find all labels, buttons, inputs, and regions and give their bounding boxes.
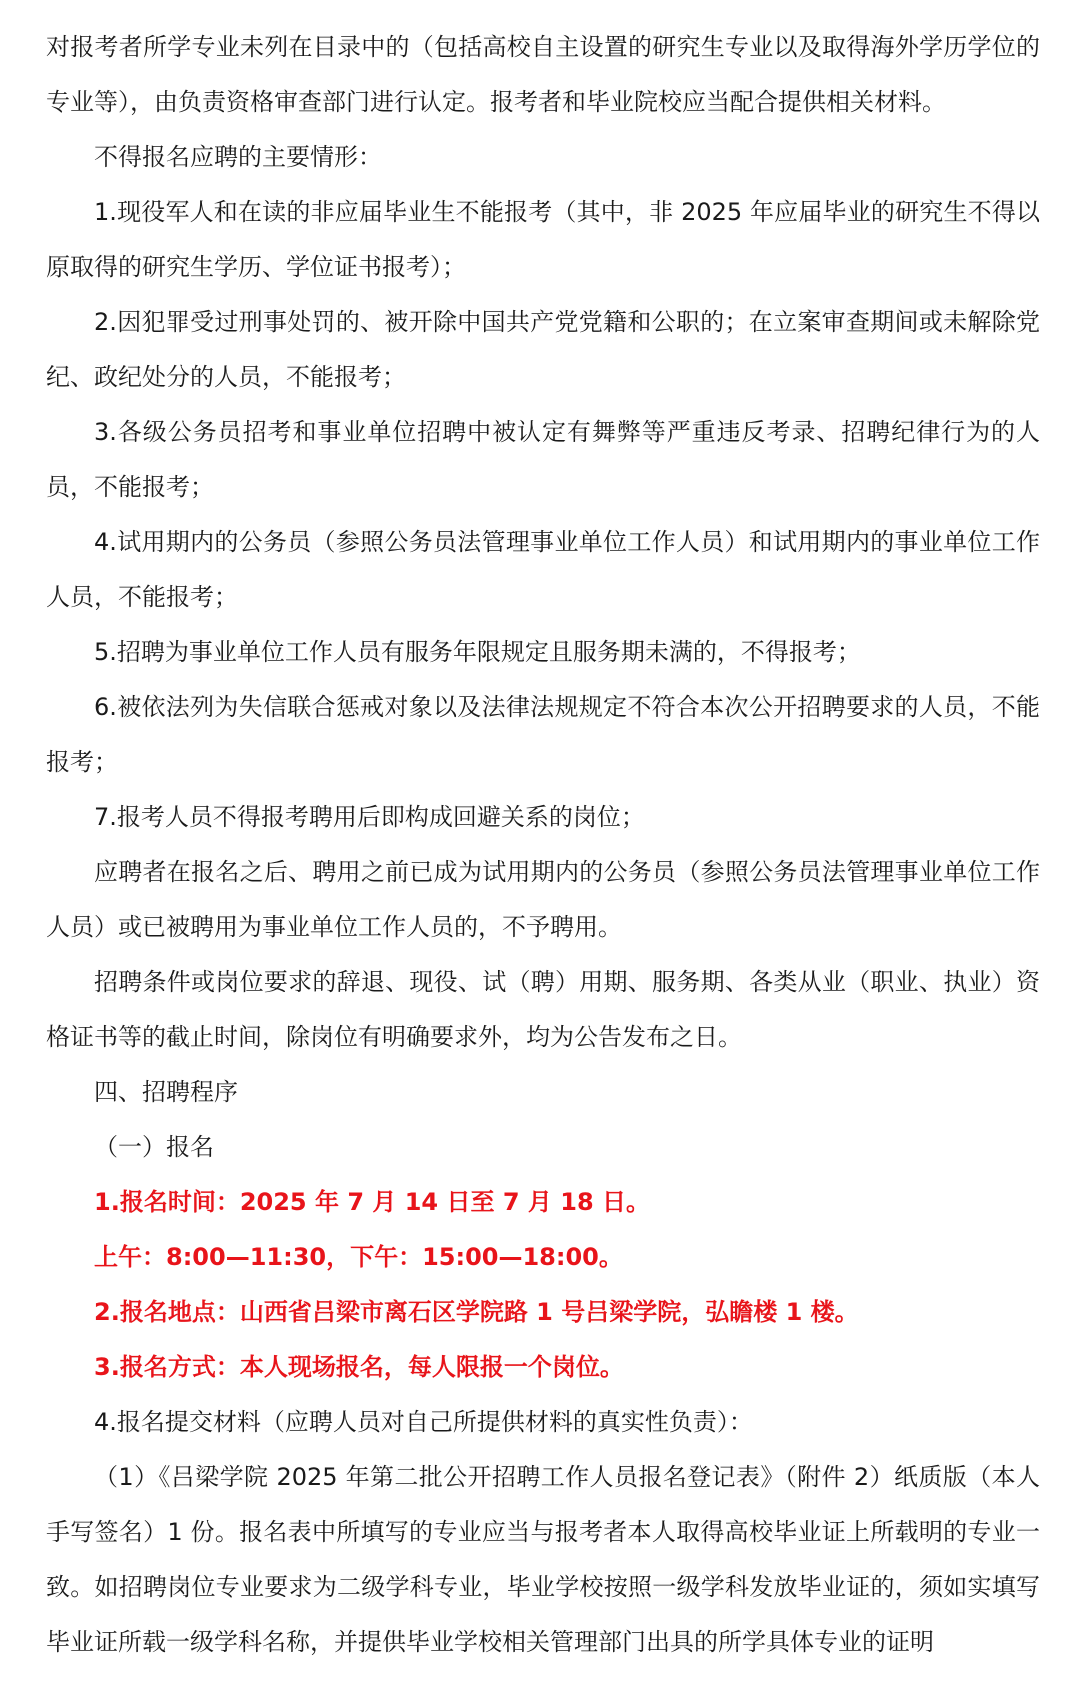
paragraph-ineligible-1: 1.现役军人和在读的非应届毕业生不能报考（其中，非 2025 年应届毕业的研究生不得以原取得的研究生学历、学位证书报考）； xyxy=(46,198,1040,281)
subsection-heading-registration: （一）报名 xyxy=(94,1133,214,1161)
paragraph-ineligible-4: 4.试用期内的公务员（参照公务员法管理事业单位工作人员）和试用期内的事业单位工作人员，不能报考； xyxy=(46,528,1040,611)
registration-time: 1.报名时间：2025 年 7 月 14 日至 7 月 18 日。 xyxy=(94,1188,651,1216)
paragraph-deadline: 招聘条件或岗位要求的辞退、现役、试（聘）用期、服务期、各类从业（职业、执业）资格证书等的截止时间，除岗位有明确要求外，均为公告发布之日。 xyxy=(46,968,1040,1051)
paragraph-ineligible-6: 6.被依法列为失信联合惩戒对象以及法律法规规定不符合本次公开招聘要求的人员，不能报考； xyxy=(46,693,1040,776)
registration-method: 3.报名方式：本人现场报名，每人限报一个岗位。 xyxy=(94,1353,624,1381)
document-body xyxy=(46,20,1040,1670)
section-heading-procedure: 四、招聘程序 xyxy=(94,1078,238,1106)
registration-materials-item-1: （1）《吕梁学院 2025 年第二批公开招聘工作人员报名登记表》（附件 2）纸质版（本人手写签名）1 份。报名表中所填写的专业应当与报考者本人取得高校毕业证上所载明的专业一致。如招聘岗位专业要求为二级学科专业，毕业学校按照一级学科发放毕业证的，须如实填写毕业证所载一级学科名称，并提供毕业学校相关管理部门出具的所学具体专业的证明 xyxy=(46,1463,1040,1656)
paragraph-ineligible-heading: 不得报名应聘的主要情形： xyxy=(94,143,382,171)
paragraph-no-hire: 应聘者在报名之后、聘用之前已成为试用期内的公务员（参照公务员法管理事业单位工作人员）或已被聘用为事业单位工作人员的，不予聘用。 xyxy=(46,858,1040,941)
registration-hours: 上午：8:00—11:30，下午：15:00—18:00。 xyxy=(94,1243,623,1271)
registration-materials-heading: 4.报名提交材料（应聘人员对自己所提供材料的真实性负责）： xyxy=(94,1408,753,1436)
paragraph-ineligible-7: 7.报考人员不得报考聘用后即构成回避关系的岗位； xyxy=(94,803,645,831)
registration-location: 2.报名地点：山西省吕梁市离石区学院路 1 号吕梁学院，弘瞻楼 1 楼。 xyxy=(94,1298,859,1326)
paragraph-major-recognition: 对报考者所学专业未列在目录中的（包括高校自主设置的研究生专业以及取得海外学历学位的专业等），由负责资格审查部门进行认定。报考者和毕业院校应当配合提供相关材料。 xyxy=(46,33,1040,116)
paragraph-ineligible-3: 3.各级公务员招考和事业单位招聘中被认定有舞弊等严重违反考录、招聘纪律行为的人员，不能报考； xyxy=(46,418,1040,501)
paragraph-ineligible-2: 2.因犯罪受过刑事处罚的、被开除中国共产党党籍和公职的；在立案审查期间或未解除党纪、政纪处分的人员，不能报考； xyxy=(46,308,1040,391)
paragraph-ineligible-5: 5.招聘为事业单位工作人员有服务年限规定且服务期未满的，不得报考； xyxy=(94,638,861,666)
